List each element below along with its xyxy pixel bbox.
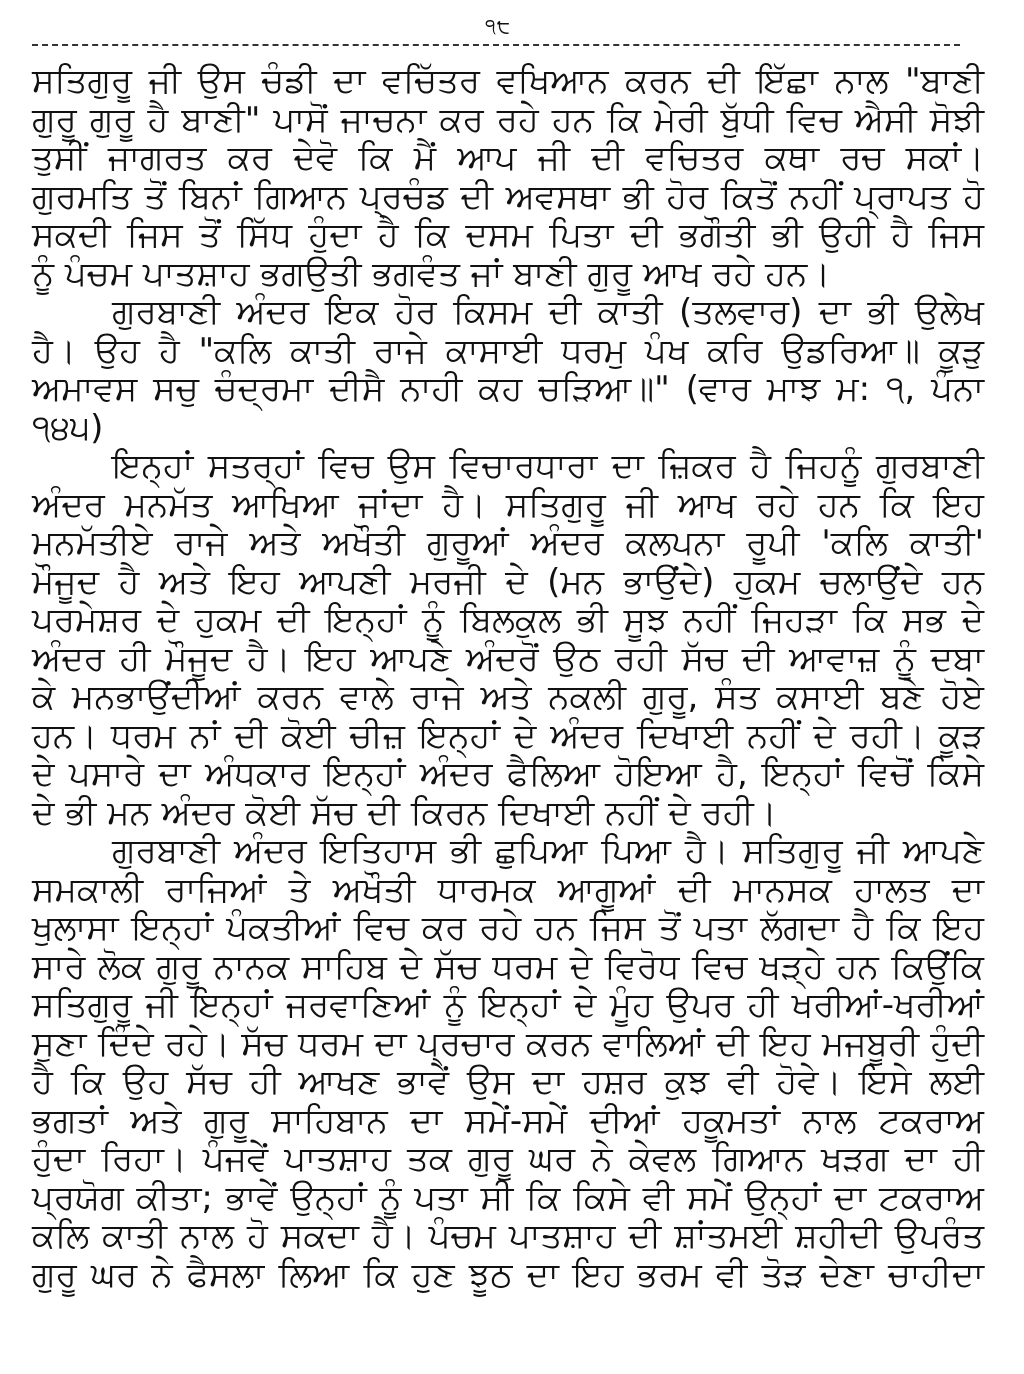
text-line: ਪ੍ਰਯੋਗ ਕੀਤਾ; ਭਾਵੇਂ ਉਨ੍ਹਾਂ ਨੂੰ ਪਤਾ ਸੀ ਕਿ ਕਿਸੇ ਵੀ ਸਮੇਂ ਉਨ੍ਹਾਂ ਦਾ ਟਕਰਾਅ bbox=[32, 1177, 984, 1218]
text-line: ਗੁਰਬਾਣੀ ਅੰਦਰ ਇਤਿਹਾਸ ਭੀ ਛੁਪਿਆ ਪਿਆ ਹੈ। ਸਤਿਗੁਰੂ ਜੀ ਆਪਣੇ bbox=[112, 831, 984, 871]
text-line: ਸਮਕਾਲੀ ਰਾਜਿਆਂ ਤੇ ਅਖੌਤੀ ਧਾਰਮਕ ਆਗੂਆਂ ਦੀ ਮਾਨਸਕ ਹਾਲਤ ਦਾ bbox=[32, 869, 984, 910]
text-line: ਹੁੰਦਾ ਰਿਹਾ। ਪੰਜਵੇਂ ਪਾਤਸ਼ਾਹ ਤਕ ਗੁਰੂ ਘਰ ਨੇ ਕੇਵਲ ਗਿਆਨ ਖੜਗ ਦਾ ਹੀ bbox=[32, 1139, 984, 1179]
text-line: ਮਨਮੱਤੀਏ ਰਾਜੇ ਅਤੇ ਅਖੌਤੀ ਗੁਰੂਆਂ ਅੰਦਰ ਕਲਪਨਾ ਰੂਪੀ 'ਕਲਿ ਕਾਤੀ' bbox=[32, 523, 984, 563]
header-rule bbox=[32, 44, 960, 46]
text-line: ਮੌਜੂਦ ਹੈ ਅਤੇ ਇਹ ਆਪਣੀ ਮਰਜੀ ਦੇ (ਮਨ ਭਾਉਂਦੇ) ਹੁਕਮ ਚਲਾਉਂਦੇ ਹਨ bbox=[32, 561, 984, 602]
paragraph bbox=[32, 447, 984, 832]
text-line: ਗੁਰਬਾਣੀ ਅੰਦਰ ਇਕ ਹੋਰ ਕਿਸਮ ਦੀ ਕਾਤੀ (ਤਲਵਾਰ) ਦਾ ਭੀ ਉਲੇਖ bbox=[112, 292, 984, 332]
text-line: ਅੰਦਰ ਹੀ ਮੌਜੂਦ ਹੈ। ਇਹ ਆਪਣੇ ਅੰਦਰੋਂ ਉਠ ਰਹੀ ਸੱਚ ਦੀ ਆਵਾਜ਼ ਨੂੰ ਦਬਾ bbox=[32, 638, 984, 679]
text-line: ਭਗਤਾਂ ਅਤੇ ਗੁਰੂ ਸਾਹਿਬਾਨ ਦਾ ਸਮੇਂ-ਸਮੇਂ ਦੀਆਂ ਹਕੂਮਤਾਂ ਨਾਲ ਟਕਰਾਅ bbox=[32, 1100, 984, 1141]
text-line: ਸਕਦੀ ਜਿਸ ਤੋਂ ਸਿੱਧ ਹੁੰਦਾ ਹੈ ਕਿ ਦਸਮ ਪਿਤਾ ਦੀ ਭਗੌਤੀ ਭੀ ਉਹੀ ਹੈ ਜਿਸ bbox=[32, 215, 984, 255]
text-line: ਸੁਣਾ ਦਿੰਦੇ ਰਹੇ। ਸੱਚ ਧਰਮ ਦਾ ਪ੍ਰਚਾਰ ਕਰਨ ਵਾਲਿਆਂ ਦੀ ਇਹ ਮਜਬੂਰੀ ਹੁੰਦੀ bbox=[32, 1023, 984, 1064]
text-line: ਕੇ ਮਨਭਾਉਂਦੀਆਂ ਕਰਨ ਵਾਲੇ ਰਾਜੇ ਅਤੇ ਨਕਲੀ ਗੁਰੂ, ਸੰਤ ਕਸਾਈ ਬਣੇ ਹੋਏ bbox=[32, 677, 984, 717]
paragraph bbox=[32, 832, 984, 1294]
text-line: ਇਨ੍ਹਾਂ ਸਤਰ੍ਹਾਂ ਵਿਚ ਉਸ ਵਿਚਾਰਧਾਰਾ ਦਾ ਜ਼ਿਕਰ ਹੈ ਜਿਹਨੂੰ ਗੁਰਬਾਣੀ bbox=[112, 446, 984, 486]
text-line: ਹੈ ਕਿ ਉਹ ਸੱਚ ਹੀ ਆਖਣ ਭਾਵੇਂ ਉਸ ਦਾ ਹਸ਼ਰ ਕੁਝ ਵੀ ਹੋਵੇ। ਇਸੇ ਲਈ bbox=[32, 1062, 984, 1102]
text-line: ਅੰਦਰ ਮਨਮੱਤ ਆਖਿਆ ਜਾਂਦਾ ਹੈ। ਸਤਿਗੁਰੂ ਜੀ ਆਖ ਰਹੇ ਹਨ ਕਿ ਇਹ bbox=[32, 484, 984, 525]
text-line: ਤੁਸੀਂ ਜਾਗਰਤ ਕਰ ਦੇਵੋ ਕਿ ਮੈਂ ਆਪ ਜੀ ਦੀ ਵਚਿਤਰ ਕਥਾ ਰਚ ਸਕਾਂ। bbox=[32, 138, 984, 178]
text-line: ਹਨ। ਧਰਮ ਨਾਂ ਦੀ ਕੋਈ ਚੀਜ਼ ਇਨ੍ਹਾਂ ਦੇ ਅੰਦਰ ਦਿਖਾਈ ਨਹੀਂ ਦੇ ਰਹੀ। ਕੂੜ bbox=[32, 715, 984, 756]
text-line: ੧੪੫) bbox=[32, 407, 104, 448]
text-line: ਗੁਰੂ ਗੁਰੂ ਹੈ ਬਾਣੀ" ਪਾਸੋਂ ਜਾਚਨਾ ਕਰ ਰਹੇ ਹਨ ਕਿ ਮੇਰੀ ਬੁੱਧੀ ਵਿਚ ਐਸੀ ਸੋਝੀ bbox=[32, 99, 984, 140]
paragraph bbox=[32, 62, 984, 293]
page-number: ੧੮ bbox=[485, 14, 512, 38]
text-line: ਸਤਿਗੁਰੂ ਜੀ ਉਸ ਚੰਡੀ ਦਾ ਵਚਿੱਤਰ ਵਖਿਆਨ ਕਰਨ ਦੀ ਇੱਛਾ ਨਾਲ "ਬਾਣੀ bbox=[32, 61, 984, 101]
body-text bbox=[32, 62, 984, 1294]
text-line: ਸਤਿਗੁਰੂ ਜੀ ਇਨ੍ਹਾਂ ਜਰਵਾਣਿਆਂ ਨੂੰ ਇਨ੍ਹਾਂ ਦੇ ਮੂੰਹ ਉਪਰ ਹੀ ਖਰੀਆਂ-ਖਰੀਆਂ bbox=[32, 985, 984, 1025]
text-line: ਪਰਮੇਸ਼ਰ ਦੇ ਹੁਕਮ ਦੀ ਇਨ੍ਹਾਂ ਨੂੰ ਬਿਲਕੁਲ ਭੀ ਸੂਝ ਨਹੀਂ ਜਿਹੜਾ ਕਿ ਸਭ ਦੇ bbox=[32, 600, 984, 640]
text-line: ਕਲਿ ਕਾਤੀ ਨਾਲ ਹੋ ਸਕਦਾ ਹੈ। ਪੰਚਮ ਪਾਤਸ਼ਾਹ ਦੀ ਸ਼ਾਂਤਮਈ ਸ਼ਹੀਦੀ ਉਪਰੰਤ bbox=[32, 1216, 984, 1256]
text-line: ਗੁਰੂ ਘਰ ਨੇ ਫੈਸਲਾ ਲਿਆ ਕਿ ਹੁਣ ਝੂਠ ਦਾ ਇਹ ਭਰਮ ਵੀ ਤੋੜ ਦੇਣਾ ਚਾਹੀਦਾ bbox=[32, 1254, 984, 1295]
text-line: ਨੂੰ ਪੰਚਮ ਪਾਤਸ਼ਾਹ ਭਗਉਤੀ ਭਗਵੰਤ ਜਾਂ ਬਾਣੀ ਗੁਰੂ ਆਖ ਰਹੇ ਹਨ। bbox=[32, 253, 831, 294]
text-line: ਅਮਾਵਸ ਸਚੁ ਚੰਦ੍ਰਮਾ ਦੀਸੈ ਨਾਹੀ ਕਹ ਚੜਿਆ॥" (ਵਾਰ ਮਾਝ ਮ: ੧, ਪੰਨਾ bbox=[32, 369, 984, 409]
text-line: ਸਾਰੇ ਲੋਕ ਗੁਰੂ ਨਾਨਕ ਸਾਹਿਬ ਦੇ ਸੱਚ ਧਰਮ ਦੇ ਵਿਰੋਧ ਵਿਚ ਖੜ੍ਹੇ ਹਨ ਕਿਉਂਕਿ bbox=[32, 946, 984, 987]
text-line: ਦੇ ਭੀ ਮਨ ਅੰਦਰ ਕੋਈ ਸੱਚ ਦੀ ਕਿਰਨ ਦਿਖਾਈ ਨਹੀਂ ਦੇ ਰਹੀ। bbox=[32, 792, 777, 833]
text-line: ਖੁਲਾਸਾ ਇਨ੍ਹਾਂ ਪੰਕਤੀਆਂ ਵਿਚ ਕਰ ਰਹੇ ਹਨ ਜਿਸ ਤੋਂ ਪਤਾ ਲੱਗਦਾ ਹੈ ਕਿ ਇਹ bbox=[32, 908, 984, 948]
text-line: ਗੁਰਮਤਿ ਤੋਂ ਬਿਨਾਂ ਗਿਆਨ ਪ੍ਰਚੰਡ ਦੀ ਅਵਸਥਾ ਭੀ ਹੋਰ ਕਿਤੋਂ ਨਹੀਂ ਪ੍ਰਾਪਤ ਹੋ bbox=[32, 176, 984, 217]
text-line: ਦੇ ਪਸਾਰੇ ਦਾ ਅੰਧਕਾਰ ਇਨ੍ਹਾਂ ਅੰਦਰ ਫੈਲਿਆ ਹੋਇਆ ਹੈ, ਇਨ੍ਹਾਂ ਵਿਚੋਂ ਕਿਸੇ bbox=[32, 754, 984, 794]
paragraph bbox=[32, 293, 984, 447]
text-line: ਹੈ। ਉਹ ਹੈ "ਕਲਿ ਕਾਤੀ ਰਾਜੇ ਕਾਸਾਈ ਧਰਮੁ ਪੰਖ ਕਰਿ ਉਡਰਿਆ॥ ਕੂੜੁ bbox=[32, 330, 984, 371]
